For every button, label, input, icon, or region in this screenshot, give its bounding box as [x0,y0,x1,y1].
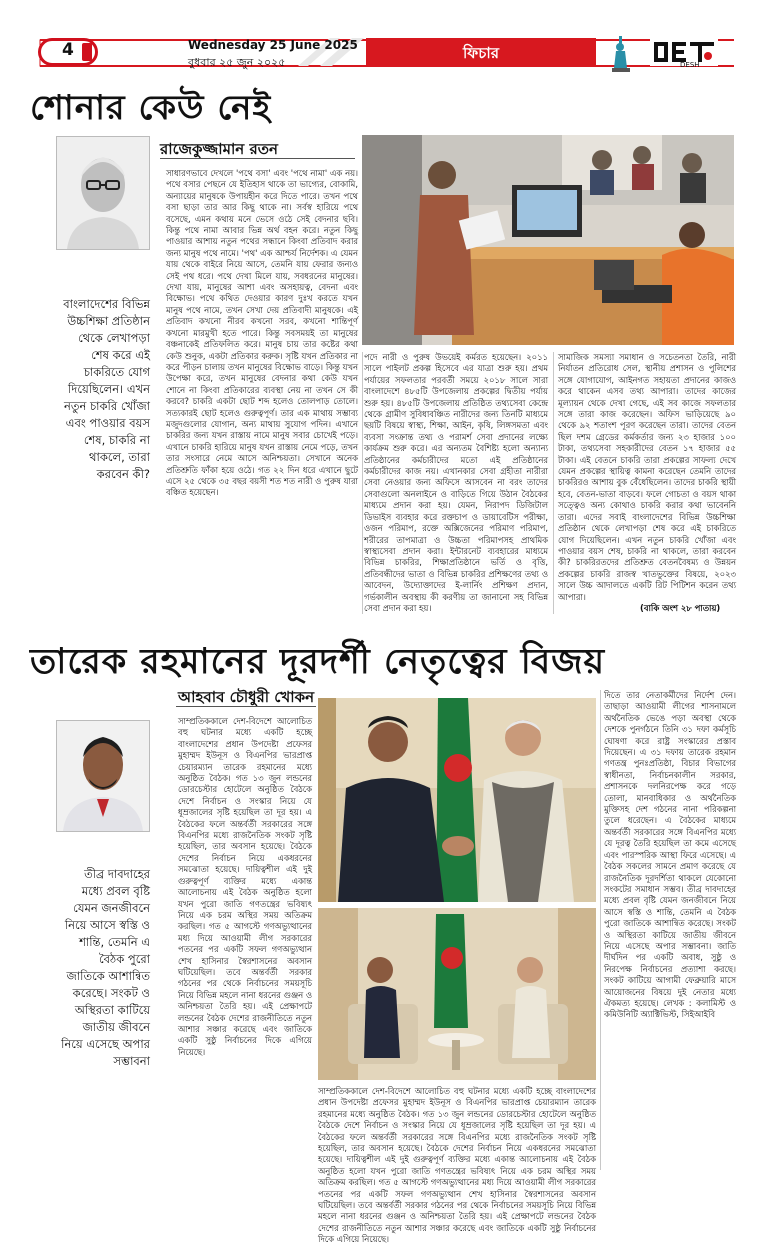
column-divider [362,352,363,614]
article1-column-1: সাধারণভাবে দেখলে 'পথে বসা' এবং 'পথে নামা' এক নয়। পথে বসার পেছনে যে ইতিহাস থাকে তা ভাগ্যের, বোকামি, অন্যায়ের মানুষকে উপায়হীন করে দিতে পারে। তখন পথে বসা ছাড়া তার আর কিছু থাকে না। সর্বস্ব হারিয়ে পথে বসেছে, এমন কথায় মনে ভেসে ওঠে সেই বেদনার ছবি। কিন্তু পথে নামা আবার ভিন্ন অর্থ বহন করে। নতুন কিছু পাওয়ার আশায় নতুন পথের সন্ধানে কিংবা প্রতিবাদ করার জন্য মানুষ পথে নামে। 'পথ' এক আশ্চর্য নির্দেশক। এ যেমন যায় থেকে বাইরে নিয়ে আসে, তেমনি যায় ফেরার জন্যও সেই পথ ধরে। পথে দেখা মিলে যায়, সবধরনের মানুষের। দেখা যায়, মানুষের আশা এবং অসহায়ত্ব, বেদনা এবং বিক্ষোভ। পথে কথিত দেওয়ার কারণ দুঃখ করতে যখন মানুষ পথে নামে, তখন সেখা দেয় প্রতিবাদী মানুষকে। এই প্রতিবাদ কখনো নীরব কখনো সরব, কখনো শান্তিপূর্ণ কখনো মারমুখী হতে পারে। কিন্তু সবসময়ই তা মানুষের বঞ্চনাকেই প্রতিফলিত করে। মানুষ চায় তার কষ্টের কথা কেউ শুনুক, একটা প্রতিকার করুক। সৃষ্টি যখন প্রতিকার না করে পীড়ন চালায় তখন মানুষের বিক্ষোভ বাড়ে। কিন্তু যখন উপেক্ষা করে, তখন মানুষের বেদনার কথা কেউ যখন শোনে না কিংবা প্রতিকারের ব্যবস্থা নেয় না তখন সে কী করবে? চাকরি একটা ছোট শব্দ হলেও তোলপাড় তোলে। সত্যকারই ছোট হলেও গুরুত্বপূর্ণ। তার এক মাথায় সম্ভাব্য মজুদগুলোর যোগান, অন্য মাথায় সুযোগ পদিন। এখানে চাকরির জন্য যখন রাস্তায় নামে মানুষ সবার চোখেই পড়ে। এখানে চাকরি হারিয়ে মানুষ যখন রাস্তায় নেমে পড়ে, তখন তার সংসারে নেমে আসে অনিশ্চয়তা। সেখানে অনেক প্রতিশ্রুতি ফাঁকা হয়ে ওঠে। গত ২২ দিন ধরে এখানে ছুটে এসে ২৫ থেকে ৩৫ বছর বয়সী শত শত নারী ও পুরুষ যারা বঞ্চিত হয়েছেন। [166,168,358,498]
article2-column-1: সাম্প্রতিককালে দেশ-বিদেশে আলোচিত বহু ঘটনার মধ্যে একটি হচ্ছে বাংলাদেশের প্রধান উপদেষ্টা প্রফেসর মুহাম্মদ ইউনূস ও বিএনপির ভারপ্রাপ্ত চেয়ারম্যান তারেক রহমানের মধ্যে অনুষ্ঠিত বৈঠক। গত ১৩ জুন লন্ডনের ডোরচেস্টার হোটেলে অনুষ্ঠিত বৈঠকে দেশে নির্বাচন ও সংস্কার নিয়ে যে ধূম্রজালের সৃষ্টি হয়েছিল তা দূর হয়। এ বৈঠকের ফলে অন্তর্বর্তী সরকারের সঙ্গে বিএনপির মধ্যে রাজনৈতিক সংকট সৃষ্টি হয়েছিল, তার অবসান হয়েছে। বৈঠকে দেশের নির্বাচন নিয়ে একধরনের সমঝোতা হয়েছে। দায়িত্বশীল এই দুই গুরুত্বপূর্ণ ব্যক্তির মধ্যে একান্ত আলোচনায় এই বৈঠক অনুষ্ঠিত হলো যখন পুরো জাতি গণতন্ত্রের ভবিষ্যৎ নিয়ে এক চরম অস্থির সময় অতিক্রম করছিল। গত ৫ আগস্টে গণঅভ্যুত্থানের মধ্য দিয়ে আওয়ামী লীগ সরকারের পতনের পর একটি সফল গণঅভ্যুত্থান শেখ হাসিনার স্বৈরশাসনের অবসান ঘটিয়েছিল। তবে অন্তর্বর্তী সরকার গঠনের পর থেকে নির্বাচনের সময়সূচি নিয়ে বিভিন্ন মহলে নানা ধরনের গুঞ্জন ও অনিশ্চয়তা তৈরি হয়। এই প্রেক্ষাপটে লন্ডনের বৈঠক দেশের রাজনীতিতে নতুন আশার সঞ্চার করেছে এবং জাতিকে একটি সুষ্ঠু নির্বাচনের দিকে এগিয়ে নিয়েছে। [178,716,312,1057]
article1-byline-rule [160,158,355,159]
article2-author: আহবাব চৌধুরী খোকন [178,688,315,706]
article1-column-2: পদে নারী ও পুরুষ উভয়েই কর্মরত হয়েছেন। ২০১১ সালে পাইলট প্রকল্প হিসেবে এর যাত্রা শুরু হয়। প্রথম পর্যায়ের সফলতার পরবর্তী সময়ে ২০১৮ সালে সারা বাংলাদেশে ৪৮৫টি উপজেলায় প্রকল্পের দ্বিতীয় পর্যায় শুরু হয়। ৪৮৫টি উপজেলায় প্রতিষ্ঠিত তথ্যসেবা কেন্দ্রে থেকে গ্রামীণ সুবিধাবঞ্চিত নারীদের জন্য তিনটি মাধ্যমে ছয়টি বিষয়ে স্বাস্থ্য, শিক্ষা, আইন, কৃষি, লিঙ্গসমতা এবং ব্যবসা সংক্রান্ত তথ্য ও পরামর্শ সেবা প্রদানের লক্ষ্যে কার্যক্রম শুরু করে। এর অন্যতম বৈশিষ্ট্য হলো অন্যান্য প্রতিষ্ঠানের কর্মচারীদের মতো এই প্রতিষ্ঠানের কর্মচারীদের কাজ নয়। এখানকার সেবা গ্রহীতা নারীরা সেবা নেওয়ার জন্য অফিসে আসবেন না বরং তাদের সেবাগুলো অনলাইনে ও বাড়িতে গিয়ে উঠান বৈঠকের মাধ্যমে প্রদান করা হয়। যেমন, নিরাপদ ডিজিটাল ডিভাইস ব্যবহার করে রক্তচাপ ও ডায়াবেটিস পরীক্ষা, ওজন পরিমাপ, রক্তে অক্সিজেনের পরিমাণ পরিমাপ, শরীরের তাপমাত্রা ও উচ্চতা পরিমাপসহ প্রাথমিক স্বাস্থ্যসেবা প্রদান করা। ইন্টারনেট ব্যবহারের মাধ্যমে বিভিন্ন চাকরির, শিক্ষাপ্রতিষ্ঠানে ভর্তি ও বৃত্তি, প্রতিবন্ধীদের ভাতা ও বিভিন্ন চাকরির প্রশিক্ষণের তথ্য ও আবেদন, উদ্যোক্তাদের ই-লার্নিং প্রশিক্ষণ প্রদান, গর্ভকালীন অবস্থায় কী করণীয় তা জানানো সহ বিভিন্ন সেবা প্রদান করা হয়। [364,352,548,613]
article1-author: রাজেকুজ্জামান রতন [160,140,278,158]
article2-byline-rule [176,706,316,707]
article1-continued: (বাকি অংশ ২৮ পাতায়) [640,603,721,613]
article1-column-3: সামাজিক সমস্যা সমাধান ও সচেতনতা তৈরি, নারী নির্যাতন প্রতিরোধ সেল, স্থানীয় প্রশাসন ও পুলিশের সঙ্গে যোগাযোগ, আইনগত সহায়তা প্রদানের কাজও করে থাকেন এসব তথ্য আপারা। তাদের কাজের মূল্যায়ন থেকে দেখা গেছে, এই সব কাজে সফলতার সঙ্গে তারা কাজ করেছেন। অফিস ভাড়িয়েছে ৯০ থেকে ৯২ শতাংশ পূরণ করেছেন তারা। তাদের বেতন ছিল দশম গ্রেডের কর্মকর্তার জন্য ২৩ হাজার ১০০ টাকা, তথ্যসেবা সহকারীদের বেতন ১৭ হাজার ৫৫ টাকা। এই বেতনে চাকরি তারা প্রকল্পের সাফল্য দেখে যেমন প্রকল্পের স্থায়িত্ব কামনা করেছেন তেমনি তাদের চাকরিরও আশায় বুক বেঁধেছিলেন। তাদের চাকরি স্থায়ী হবে, বেতন-ভাতা বাড়বে। ফলে গোচতা ও বয়স থাকা সত্ত্বেও অন্য কোথাও চাকরি করার কথা ভাবেননি তারা। এদের সবাই বাংলাদেশের বিভিন্ন উচ্চশিক্ষা প্রতিষ্ঠান থেকে লেখাপড়া শেষ করে এই চাকরিতে যোগ দিয়েছিলেন। এখন নতুন চাকরি খোঁজা এবং পাওয়ার বয়স শেষ, চাকরি না থাকলে, তারা করবেন কী? চাকরিরতদের প্রতিশ্রুত বেতনবৈষম্য ও উন্নয়ন প্রকল্পের চাকরি রাজস্ব খাতভুক্তের বিষয়ে, ২০২৩ সালে উচ্চ আদালতে একটি রিট পিটিশন করেন তথ্য আপারা। [558,352,736,602]
article2-photo-handshake [318,698,596,902]
page-tab-icon [82,43,92,61]
column-divider [600,690,601,1170]
article2-photo-meeting [318,908,596,1080]
article2-pull-quote: তীব্র দাবদাহের মধ্যে প্রবল বৃষ্টি যেমন জনজীবনে নিয়ে আসে স্বস্তি ও শান্তি, তেমনি এ বৈঠক পুরো জাতিকে আশান্বিত করেছে। সংকট ও অস্থিরতা কাটিয়ে জাতীয় জীবনে নিয়ে এসেছে অপার সম্ভাবনা [61,867,150,1068]
article2-headline: তারেক রহমানের দূরদর্শী নেতৃত্বের বিজয় [30,641,606,682]
page-number: 4 [62,40,74,60]
date-bangla: বুধবার ২৫ জুন ২০২৫ [188,56,286,69]
article1-author-portrait [56,136,150,250]
column-divider [553,352,554,614]
logo-text: DESH [680,61,700,69]
section-title: ফিচার [463,44,499,62]
article2-author-portrait [56,720,150,832]
article2-column-2: দিতে তার নেতাকর্মীদের নির্দেশ দেন। তাছাড়া আওয়ামী লীগের শাসনামলে অর্থনৈতিক ভেঙে পড়া অবস্থা থেকে দেশকে পুনর্গঠনে তিনি ৩১ দফা কর্মসূচি ঘোষণা করে রাষ্ট্র সংস্কারের প্রস্তাব দিয়েছেন। এ ৩১ দফায় তারেক রহমান গণতন্ত্র পুনঃপ্রতিষ্ঠা, বিচার বিভাগের স্বাধীনতা, নির্বাচনকালীন সরকার, প্রশাসনকে দলনিরপেক্ষ করে গড়ে তোলা, মানবাধিকার ও অর্থনৈতিক মুক্তিসহ দেশ গঠনের নানা পরিকল্পনা তুলে ধরেছেন। এ বৈঠকের মাধ্যমে অন্তর্বর্তী সরকারের সঙ্গে বিএনপির মধ্যে যে দূরত্ব তৈরি হয়েছিল তা কমে এসেছে এবং পারস্পরিক আস্থা ফিরে এসেছে। এ বৈঠক সকলের সামনে প্রমাণ করেছে যে রাজনৈতিক দূরদর্শিতা থাকলে যেকোনো সংকটের সমাধান সম্ভব। তীব্র দাবদাহের মধ্যে প্রবল বৃষ্টি যেমন জনজীবনে নিয়ে আসে স্বস্তি ও শান্তি, তেমনি এ বৈঠক পুরো জাতিকে আশান্বিত করেছে। সংকট ও অস্থিরতা কাটিয়ে জাতীয় জীবনে নিয়ে এসেছে অপার সম্ভাবনা। জাতি দীর্ঘদিন পর একটি অবাধ, সুষ্ঠু ও নিরপেক্ষ নির্বাচনের প্রত্যাশা করছে। সংকট কাটিয়ে আগামী ফেব্রুয়ারি মাসে আয়োজনের বিষয়ে দুই নেতার মধ্যে ঐকমত্য হয়েছে। লেখক : কলামিস্ট ও কমিউনিটি অ্যাক্টিভিস্ট, সিইআইবি [604,690,736,1020]
article1-pull-quote: বাংলাদেশের বিভিন্ন উচ্চশিক্ষা প্রতিষ্ঠান থেকে লেখাপড়া শেষ করে এই চাকরিতে যোগ দিয়েছিলেন। এখন নতুন চাকরি খোঁজা এবং পাওয়ার বয়স শেষ, চাকরি না থাকলে, তারা করবেন কী? [63,297,150,481]
article1-photo [362,135,734,345]
date-english: Wednesday 25 June 2025 [188,38,358,52]
article2-column-bottom: সাম্প্রতিককালে দেশ-বিদেশে আলোচিত বহু ঘটনার মধ্যে একটি হচ্ছে বাংলাদেশের প্রধান উপদেষ্টা প্রফেসর মুহাম্মদ ইউনূস ও বিএনপির ভারপ্রাপ্ত চেয়ারম্যান তারেক রহমানের মধ্যে অনুষ্ঠিত বৈঠক। গত ১৩ জুন লন্ডনের ডোরচেস্টার হোটেলে অনুষ্ঠিত বৈঠকে দেশে নির্বাচন ও সংস্কার নিয়ে যে ধূম্রজালের সৃষ্টি হয়েছিল তা দূর হয়। এ বৈঠকের ফলে অন্তর্বর্তী সরকারের সঙ্গে বিএনপির মধ্যে রাজনৈতিক সংকট সৃষ্টি হয়েছিল, তার অবসান হয়েছে। বৈঠকে দেশের নির্বাচন নিয়ে একধরনের সমঝোতা হয়েছে। দায়িত্বশীল এই দুই গুরুত্বপূর্ণ ব্যক্তির মধ্যে একান্ত আলোচনায় এই বৈঠক অনুষ্ঠিত হলো যখন পুরো জাতি গণতন্ত্রের ভবিষ্যৎ নিয়ে এক চরম অস্থির সময় অতিক্রম করছিল। গত ৫ আগস্টে গণঅভ্যুত্থানের মধ্য দিয়ে আওয়ামী লীগ সরকারের পতনের পর একটি সফল গণঅভ্যুত্থান শেখ হাসিনার স্বৈরশাসনের অবসান ঘটিয়েছিল। তবে অন্তর্বর্তী সরকার গঠনের পর থেকে নির্বাচনের সময়সূচি নিয়ে বিভিন্ন মহলে নানা ধরনের গুঞ্জন ও অনিশ্চয়তা তৈরি হয়। এই প্রেক্ষাপটে লন্ডনের বৈঠক দেশের রাজনীতিতে নতুন আশার সঞ্চার করেছে এবং জাতিকে একটি সুষ্ঠু নির্বাচনের দিকে এগিয়ে নিয়েছে। [318,1086,596,1245]
statue-of-liberty-icon [608,34,634,72]
article1-headline: শোনার কেউ নেই [30,88,272,128]
